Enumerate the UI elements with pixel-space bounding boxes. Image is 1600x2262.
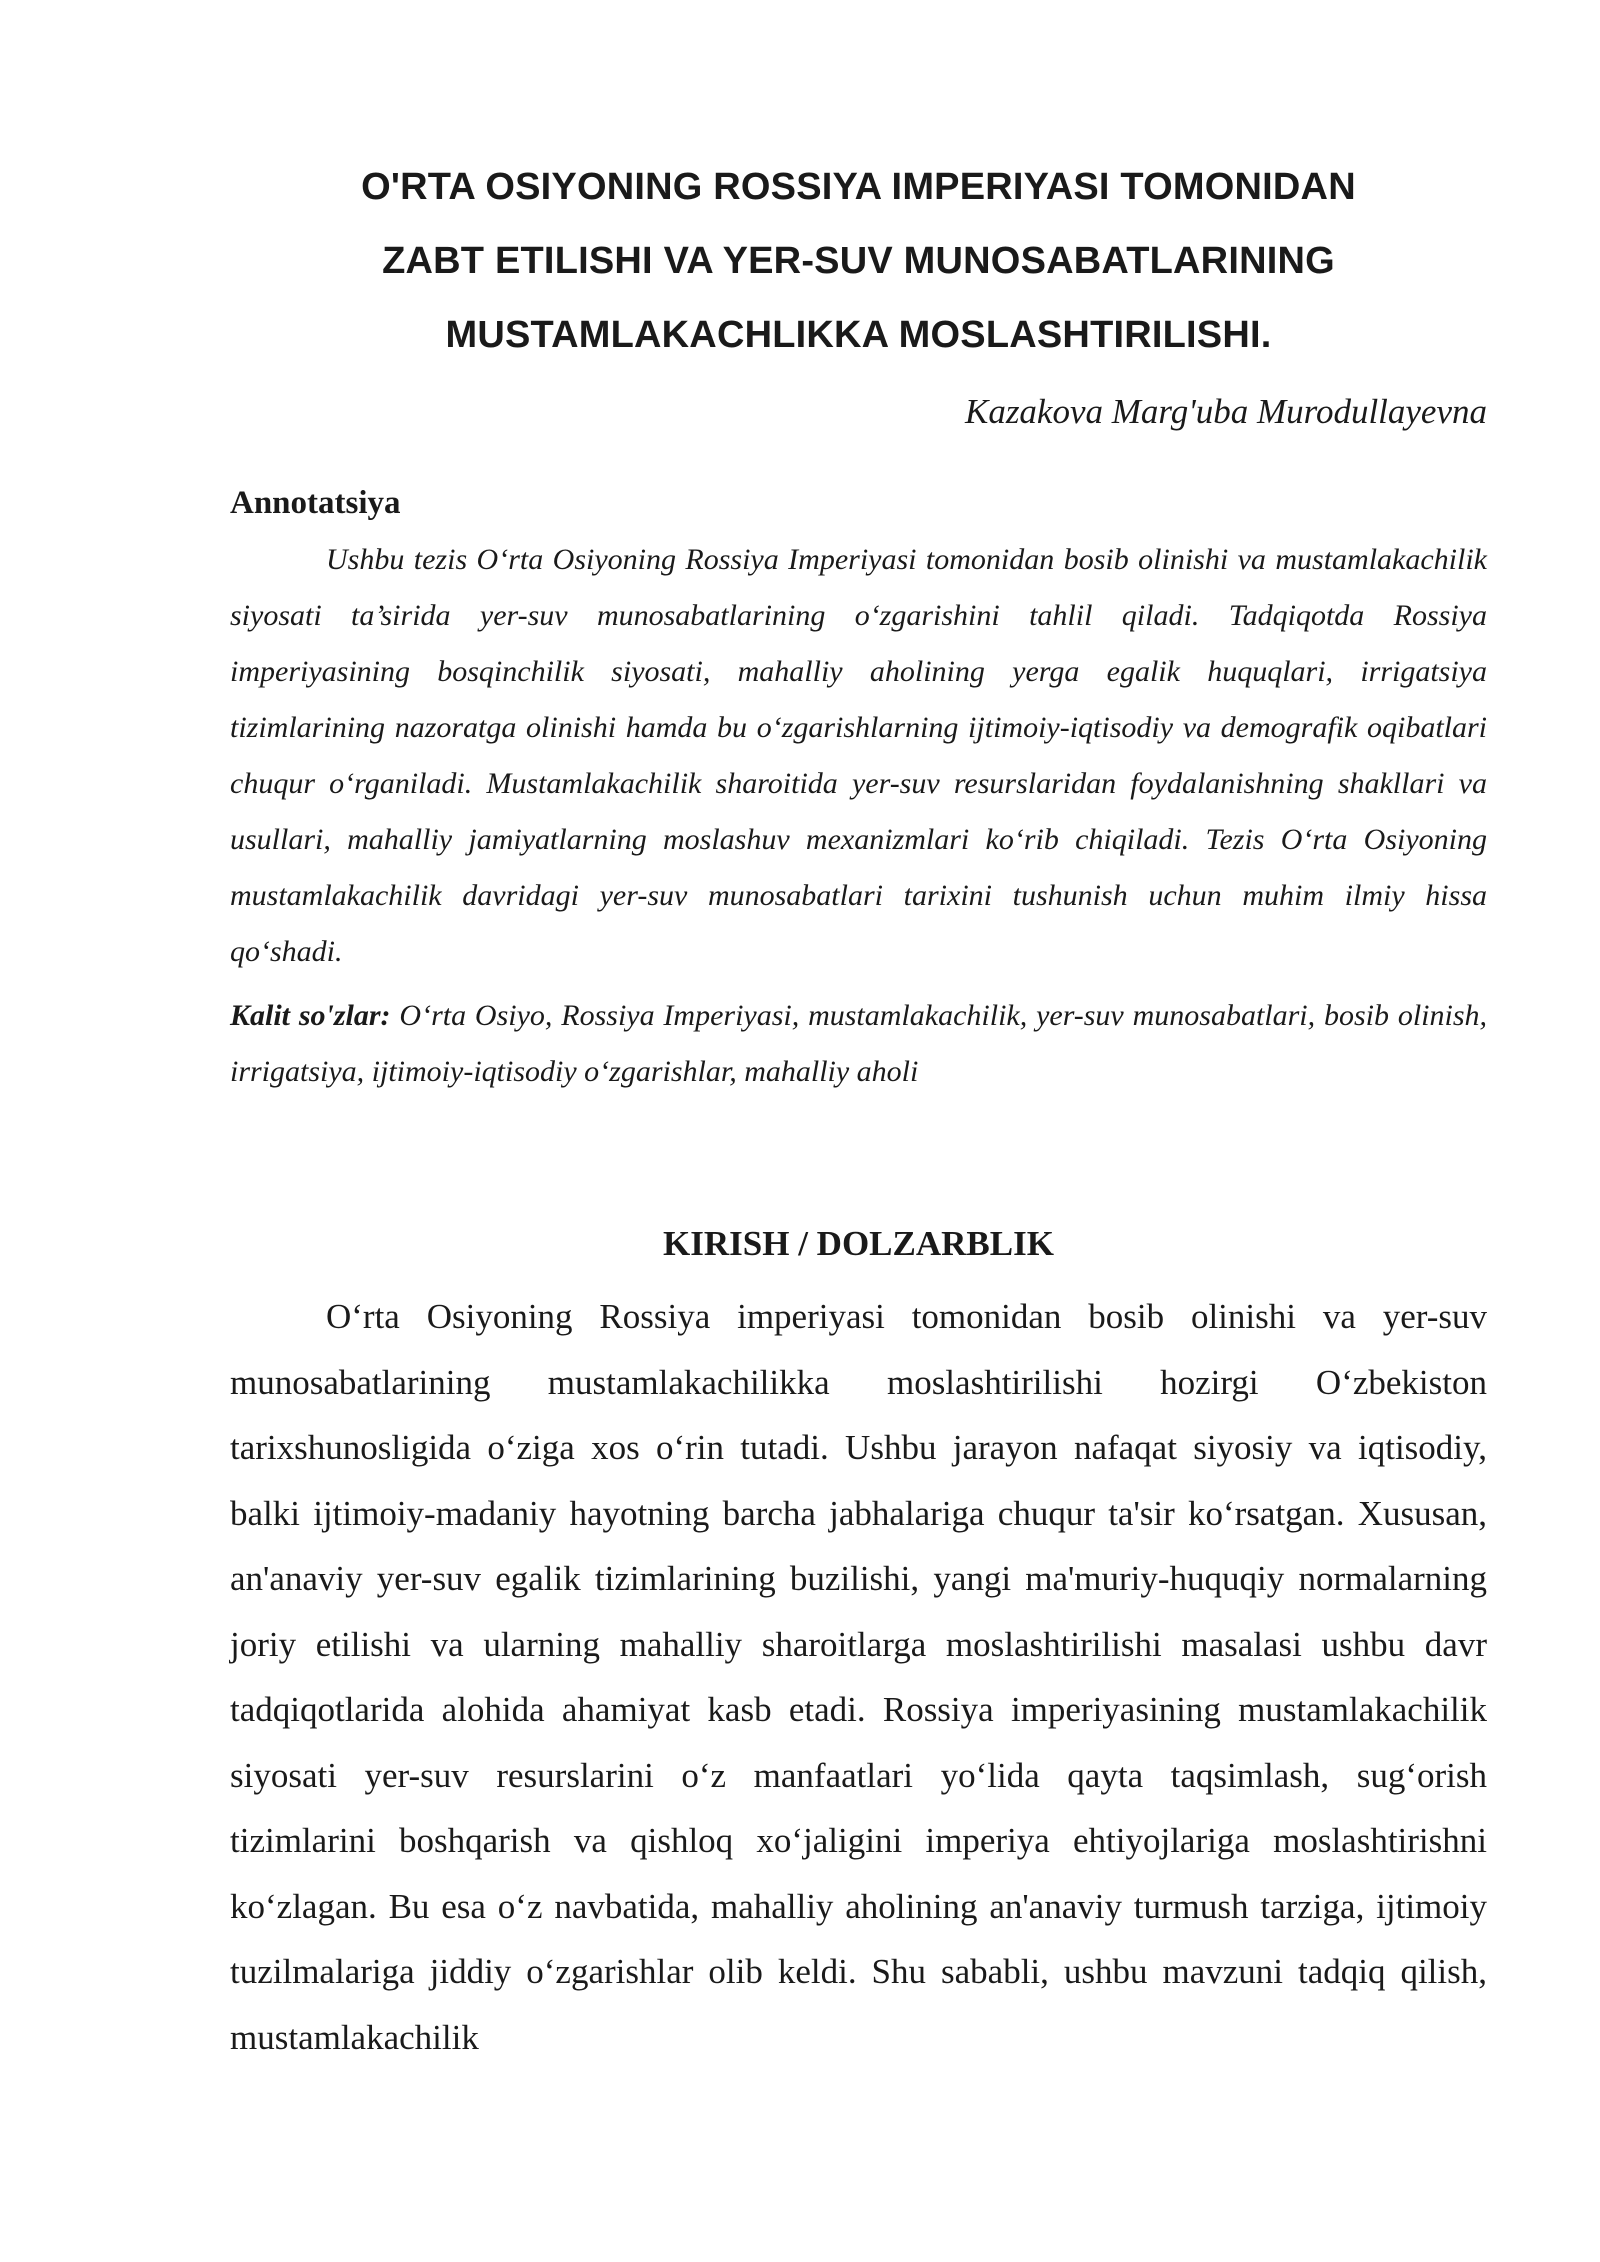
keywords-label: Kalit so'zlar:: [230, 999, 391, 1032]
introduction-heading: KIRISH / DOLZARBLIK: [663, 1224, 1054, 1263]
paper-title: [230, 150, 1487, 372]
introduction-paragraph: O‘rta Osiyoning Rossiya imperiyasi tomonidan bosib olinishi va yer-suv munosabatlarining mustamlakachilikka moslashtirilishi hozirgi O‘zbekiston tarixshunosligida o‘ziga xos o‘rin tutadi. Ushbu jarayon nafaqat siyosiy va iqtisodiy, balki ijtimoiy-madaniy hayotning barcha jabhalariga chuqur ta'sir ko‘rsatgan. Xususan, an'anaviy yer-suv egalik tizimlarining buzilishi, yangi ma'muriy-huquqiy normalarning joriy etilishi va ularning mahalliy sharoitlarga moslashtirilishi masalasi ushbu davr tadqiqotlarida alohida ahamiyat kasb etadi. Rossiya imperiyasining mustamlakachilik siyosati yer-suv resurslarini o‘z manfaatlari yo‘lida qayta taqsimlash, sug‘orish tizimlarini boshqarish va qishloq xo‘jaligini imperiya ehtiyojlariga moslashtirishni ko‘zlagan. Bu esa o‘z navbatida, mahalliy aholining an'anaviy turmush tarziga, ijtimoiy tuzilmalariga jiddiy o‘zgarishlar olib keldi. Shu sababli, ushbu mavzuni tadqiq qilish, mustamlakachilik: [230, 1297, 1487, 2057]
annotation-heading: Annotatsiya: [230, 485, 401, 521]
document-page: [230, 150, 1487, 2070]
author-name: Kazakova Marg'uba Murodullayevna: [964, 392, 1487, 431]
keywords-text: O‘rta Osiyo, Rossiya Imperiyasi, mustamlakachilik, yer-suv munosabatlari, bosib olinish, irrigatsiya, ijtimoiy-iqtisodiy o‘zgarishlar, mahalliy aholi: [230, 999, 1488, 1088]
keywords-paragraph: [230, 988, 1487, 1100]
annotation-text: Ushbu tezis O‘rta Osiyoning Rossiya Imperiyasi tomonidan bosib olinishi va mustamlakachilik siyosati ta’sirida yer-suv munosabatlarining o‘zgarishini tahlil qiladi. Tadqiqotda Rossiya imperiyasining bosqinchilik siyosati, mahalliy aholining yerga egalik huquqlari, irrigatsiya tizimlarining nazoratga olinishi hamda bu o‘zgarishlarning ijtimoiy-iqtisodiy va demografik oqibatlari chuqur o‘rganiladi. Mustamlakachilik sharoitida yer-suv resurslaridan foydalanishning shakllari va usullari, mahalliy jamiyatlarning moslashuv mexanizmlari ko‘rib chiqiladi. Tezis O‘rta Osiyoning mustamlakachilik davridagi yer-suv munosabatlari tarixini tushunish uchun muhim ilmiy hissa qo‘shadi.: [230, 543, 1487, 968]
title-line-3: MUSTAMLAKACHLIKKA MOSLASHTIRILISHI.: [445, 314, 1272, 356]
title-line-1: O'RTA OSIYONING ROSSIYA IMPERIYASI TOMONIDAN: [361, 166, 1356, 208]
title-line-2: ZABT ETILISHI VA YER-SUV MUNOSABATLARINING: [382, 240, 1335, 282]
